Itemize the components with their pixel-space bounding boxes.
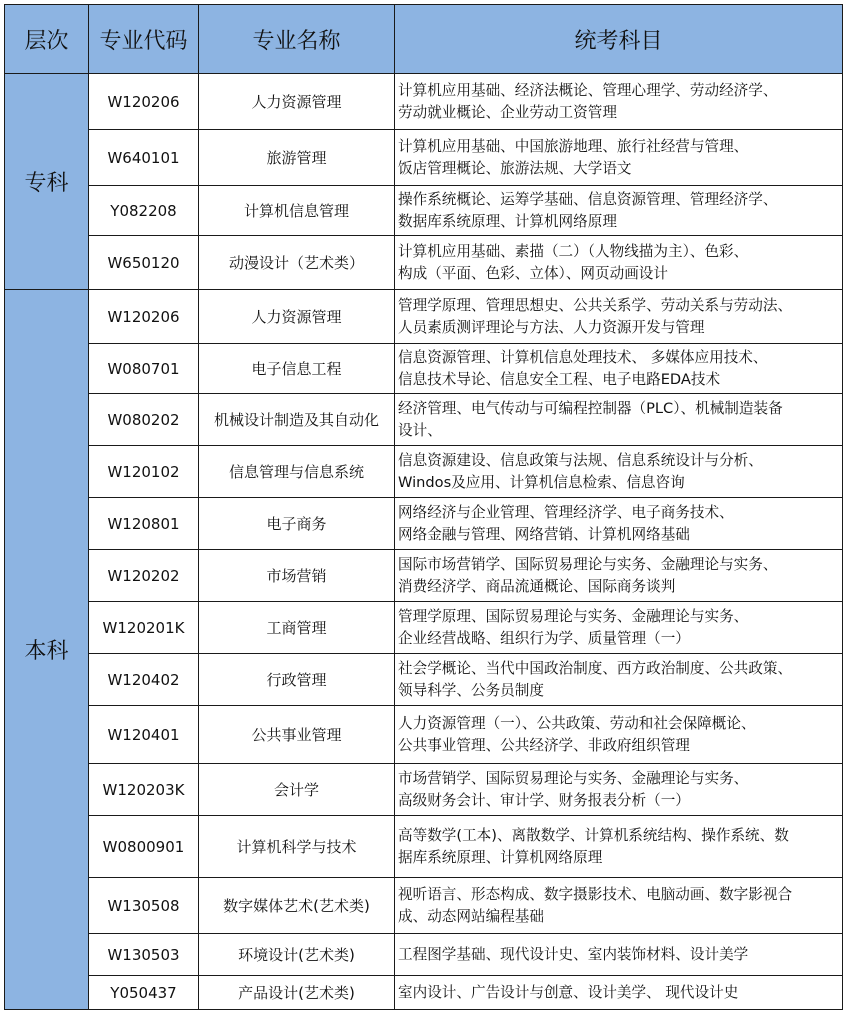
header-subjects: 统考科目	[395, 5, 843, 74]
major-name: 旅游管理	[199, 130, 395, 186]
table-row	[5, 344, 843, 394]
exam-subjects: 室内设计、广告设计与创意、设计美学、 现代设计史	[395, 976, 843, 1010]
exam-subjects: 管理学原理、管理思想史、公共关系学、劳动关系与劳动法、 人员素质测评理论与方法、人力资源开发与管理	[395, 290, 843, 344]
table-row	[5, 602, 843, 654]
exam-subjects: 高等数学(工本)、离散数学、计算机系统结构、操作系统、数 据库系统原理、计算机网络原理	[395, 816, 843, 878]
table-row	[5, 290, 843, 344]
major-code: Y050437	[89, 976, 199, 1010]
table-row	[5, 186, 843, 236]
table-row	[5, 706, 843, 764]
table-row	[5, 934, 843, 976]
major-table	[4, 4, 843, 1010]
major-code: W120202	[89, 550, 199, 602]
exam-subjects: 信息资源管理、计算机信息处理技术、 多媒体应用技术、 信息技术导论、信息安全工程、电子电路EDA技术	[395, 344, 843, 394]
major-code: W120203K	[89, 764, 199, 816]
major-code: W120401	[89, 706, 199, 764]
level-benke: 本科	[5, 290, 89, 1010]
major-code: W080701	[89, 344, 199, 394]
exam-subjects: 经济管理、电气传动与可编程控制器（PLC）、机械制造装备 设计、	[395, 394, 843, 446]
header-row	[5, 5, 843, 74]
major-code: W120102	[89, 446, 199, 498]
table-row	[5, 764, 843, 816]
table-row	[5, 130, 843, 186]
table-row	[5, 498, 843, 550]
header-code: 专业代码	[89, 5, 199, 74]
major-code: W130508	[89, 878, 199, 934]
table-row	[5, 816, 843, 878]
header-name: 专业名称	[199, 5, 395, 74]
major-name: 产品设计(艺术类)	[199, 976, 395, 1010]
major-code: W120206	[89, 290, 199, 344]
exam-subjects: 人力资源管理（一）、公共政策、劳动和社会保障概论、 公共事业管理、公共经济学、非政府组织管理	[395, 706, 843, 764]
exam-subjects: 计算机应用基础、经济法概论、管理心理学、劳动经济学、 劳动就业概论、企业劳动工资管理	[395, 74, 843, 130]
major-code: W080202	[89, 394, 199, 446]
exam-subjects: 计算机应用基础、素描（二）（人物线描为主）、色彩、 构成（平面、色彩、立体）、网页动画设计	[395, 236, 843, 290]
major-name: 电子商务	[199, 498, 395, 550]
major-code: W0800901	[89, 816, 199, 878]
exam-subjects: 计算机应用基础、中国旅游地理、旅行社经营与管理、 饭店管理概论、旅游法规、大学语文	[395, 130, 843, 186]
exam-subjects: 市场营销学、国际贸易理论与实务、金融理论与实务、 高级财务会计、审计学、财务报表分析（一）	[395, 764, 843, 816]
exam-subjects: 操作系统概论、运筹学基础、信息资源管理、管理经济学、 数据库系统原理、计算机网络原理	[395, 186, 843, 236]
table-row	[5, 446, 843, 498]
major-name: 公共事业管理	[199, 706, 395, 764]
major-name: 行政管理	[199, 654, 395, 706]
major-code: W650120	[89, 236, 199, 290]
major-name: 电子信息工程	[199, 344, 395, 394]
major-name: 会计学	[199, 764, 395, 816]
table-row	[5, 550, 843, 602]
exam-subjects: 工程图学基础、现代设计史、室内装饰材料、设计美学	[395, 934, 843, 976]
level-zhuanke: 专科	[5, 74, 89, 290]
exam-subjects: 视听语言、形态构成、数字摄影技术、电脑动画、数字影视合 成、动态网站编程基础	[395, 878, 843, 934]
major-code: W120206	[89, 74, 199, 130]
exam-subjects: 信息资源建设、信息政策与法规、信息系统设计与分析、 Windos及应用、计算机信息检索、信息咨询	[395, 446, 843, 498]
major-name: 机械设计制造及其自动化	[199, 394, 395, 446]
major-code: W130503	[89, 934, 199, 976]
table-row	[5, 394, 843, 446]
exam-subjects: 国际市场营销学、国际贸易理论与实务、金融理论与实务、 消费经济学、商品流通概论、国际商务谈判	[395, 550, 843, 602]
major-name: 计算机信息管理	[199, 186, 395, 236]
major-name: 数字媒体艺术(艺术类)	[199, 878, 395, 934]
major-name: 计算机科学与技术	[199, 816, 395, 878]
major-code: W120801	[89, 498, 199, 550]
major-code: W120402	[89, 654, 199, 706]
table-row	[5, 236, 843, 290]
exam-subjects: 社会学概论、当代中国政治制度、西方政治制度、公共政策、 领导科学、公务员制度	[395, 654, 843, 706]
major-name: 人力资源管理	[199, 290, 395, 344]
major-name: 环境设计(艺术类)	[199, 934, 395, 976]
major-code: W120201K	[89, 602, 199, 654]
table-row	[5, 654, 843, 706]
major-name: 人力资源管理	[199, 74, 395, 130]
major-name: 市场营销	[199, 550, 395, 602]
table-row	[5, 878, 843, 934]
major-code: Y082208	[89, 186, 199, 236]
exam-subjects: 管理学原理、国际贸易理论与实务、金融理论与实务、 企业经营战略、组织行为学、质量管理（一）	[395, 602, 843, 654]
major-name: 工商管理	[199, 602, 395, 654]
major-name: 动漫设计（艺术类）	[199, 236, 395, 290]
table-row	[5, 976, 843, 1010]
major-name: 信息管理与信息系统	[199, 446, 395, 498]
exam-subjects: 网络经济与企业管理、管理经济学、电子商务技术、 网络金融与管理、网络营销、计算机网络基础	[395, 498, 843, 550]
header-level: 层次	[5, 5, 89, 74]
table-row	[5, 74, 843, 130]
major-code: W640101	[89, 130, 199, 186]
